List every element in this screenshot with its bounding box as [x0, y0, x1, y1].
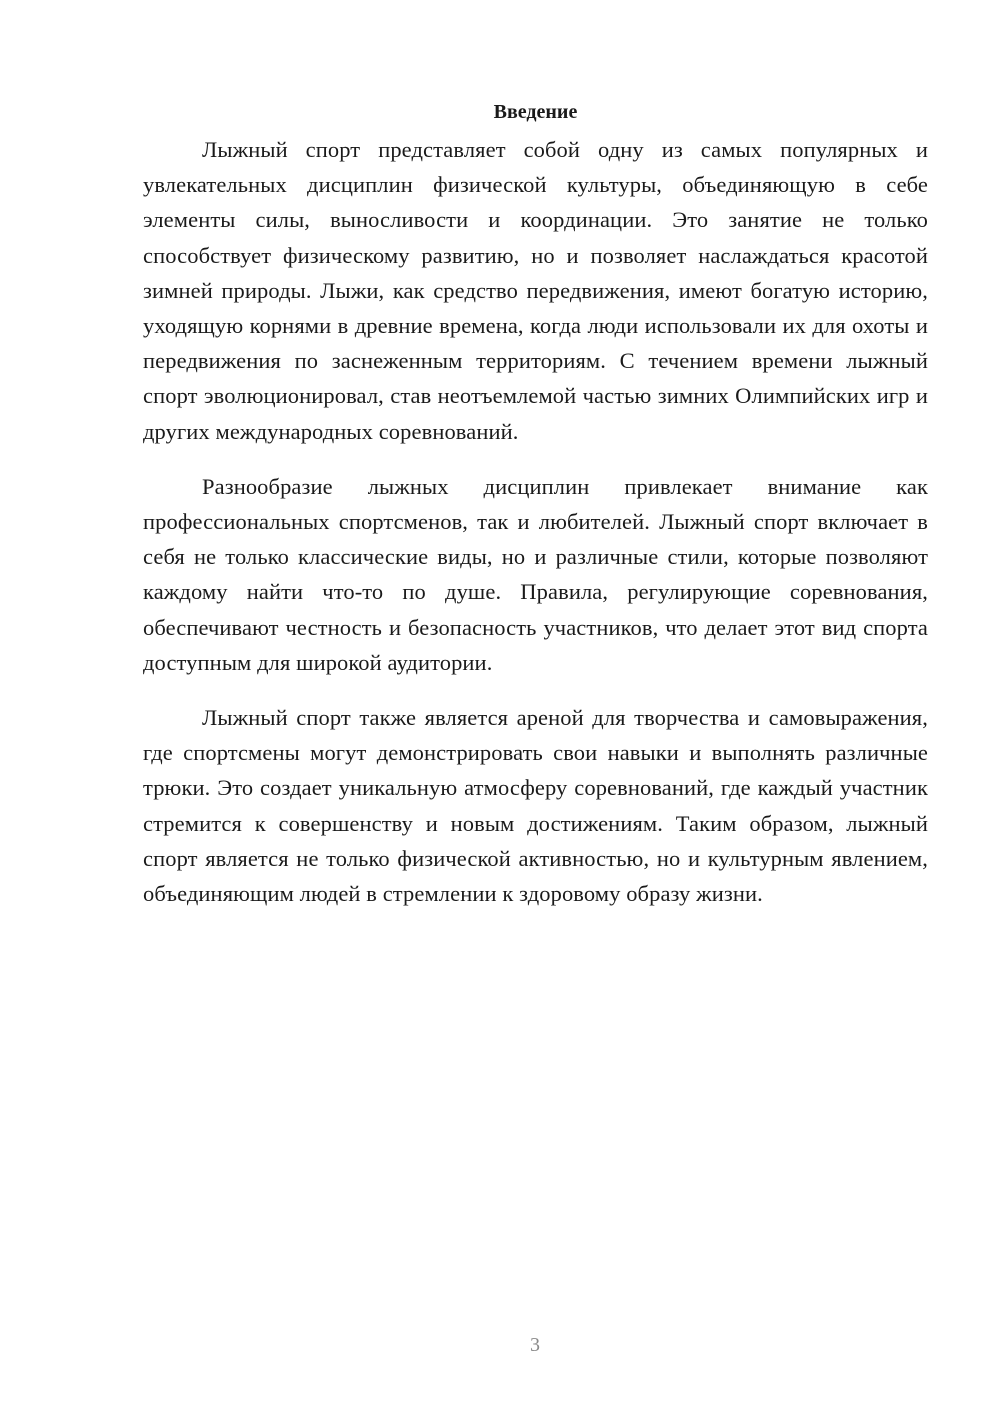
page-number: 3 [530, 1334, 540, 1356]
paragraph-3: Лыжный спорт также является ареной для творчества и самовыражения, где спортсмены могут демонстрировать свои навыки и выполнять различные трюки. Это создает уникальную атмосферу соревнований, где каждый участник стремится к совершенству и новым достижениям. Таким образом, лыжный спорт является не только физической активностью, но и культурным явлением, объединяющим людей в стремлении к здоровому образу жизни. [143, 705, 928, 907]
paragraph-2: Разнообразие лыжных дисциплин привлекает внимание как профессиональных спортсменов, так и любителей. Лыжный спорт включает в себя не только классические виды, но и различные стили, которые позволяют каждому найти что-то по душе. Правила, регулирующие соревнования, обеспечивают честность и безопасность участников, что делает этот вид спорта доступным для широкой аудитории. [143, 473, 928, 675]
paragraph-1: Лыжный спорт представляет собой одну из самых популярных и увлекательных дисциплин физической культуры, объединяющую в себе элементы силы, выносливости и координации. Это занятие не только способствует физическому развитию, но и позволяет наслаждаться красотой зимней природы. Лыжи, как средство передвижения, имеют богатую историю, уходящую корнями в древние времена, когда люди использовали их для охоты и передвижения по заснеженным территориям. С течением времени лыжный спорт эволюционировал, став неотъемлемой частью зимних Олимпийских игр и других международных соревнований. [143, 137, 928, 444]
page-title: Введение [493, 101, 578, 123]
page-content [143, 98, 928, 931]
